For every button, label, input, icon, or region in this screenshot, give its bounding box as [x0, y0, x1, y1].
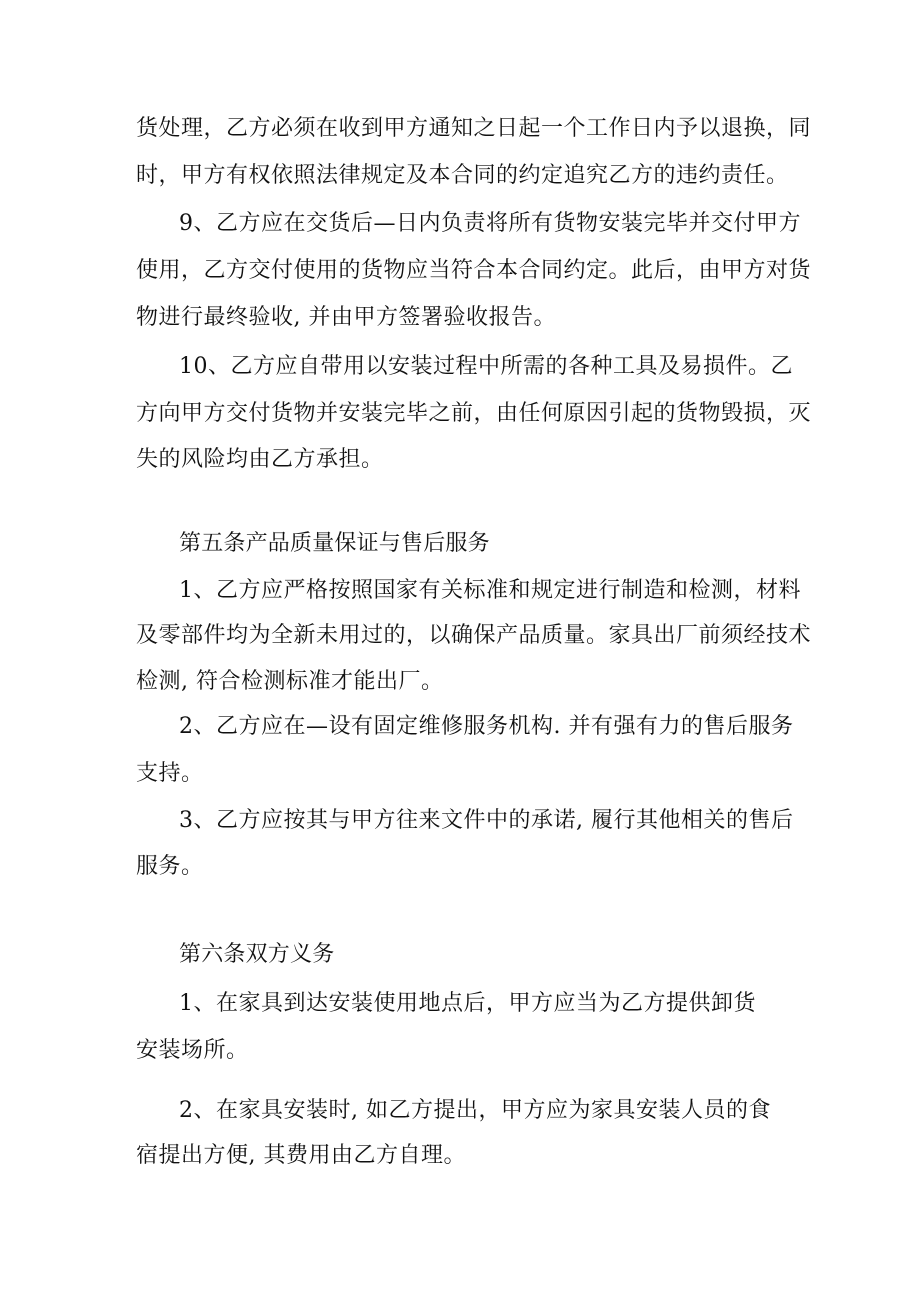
paragraph-line: 货处理，乙方必须在收到甲方通知之日起一个工作日内予以退换，同 [136, 116, 812, 141]
paragraph-line: 及零部件均为全新未用过的，以确保产品质量。家具出厂前须经技术 [136, 623, 812, 648]
paragraph-line: 1、在家具到达安装使用地点后，甲方应当为乙方提供卸货 [179, 991, 756, 1016]
paragraph-line: 服务。 [136, 854, 204, 879]
paragraph-line: 1、乙方应严格按照国家有关标准和规定进行制造和检测，材料 [179, 578, 801, 603]
paragraph-line: 物进行最终验收, 并由甲方签署验收报告。 [136, 305, 556, 330]
paragraph-line: 安装场所。 [136, 1038, 249, 1063]
section-heading: 第五条产品质量保证与售后服务 [179, 531, 490, 556]
paragraph-line: 失的风险均由乙方承担。 [136, 447, 384, 472]
paragraph-line: 2、在家具安装时, 如乙方提出，甲方应为家具安装人员的食 [179, 1098, 771, 1123]
paragraph-line: 宿提出方便, 其费用由乙方自理。 [136, 1143, 466, 1168]
paragraph-line: 时，甲方有权依照法律规定及本合同的约定追究乙方的违约责任。 [136, 163, 789, 188]
paragraph-line: 使用，乙方交付使用的货物应当符合本合同约定。此后，由甲方对货 [136, 258, 812, 283]
section-heading: 第六条双方义务 [179, 942, 335, 967]
paragraph-line: 10、乙方应自带用以安装过程中所需的各种工具及易损件。乙 [179, 354, 793, 379]
paragraph-line: 3、乙方应按其与甲方往来文件中的承诺, 履行其他相关的售后 [179, 808, 794, 833]
paragraph-line: 9、乙方应在交货后—日内负责将所有货物安装完毕并交付甲方 [179, 211, 801, 236]
paragraph-line: 支持。 [136, 761, 204, 786]
paragraph-line: 2、乙方应在—设有固定维修服务机构. 并有强有力的售后服务 [179, 714, 794, 739]
paragraph-line: 方向甲方交付货物并安装完毕之前，由任何原因引起的货物毁损，灭 [136, 401, 812, 426]
paragraph-line: 检测, 符合检测标准才能出厂。 [136, 669, 444, 694]
